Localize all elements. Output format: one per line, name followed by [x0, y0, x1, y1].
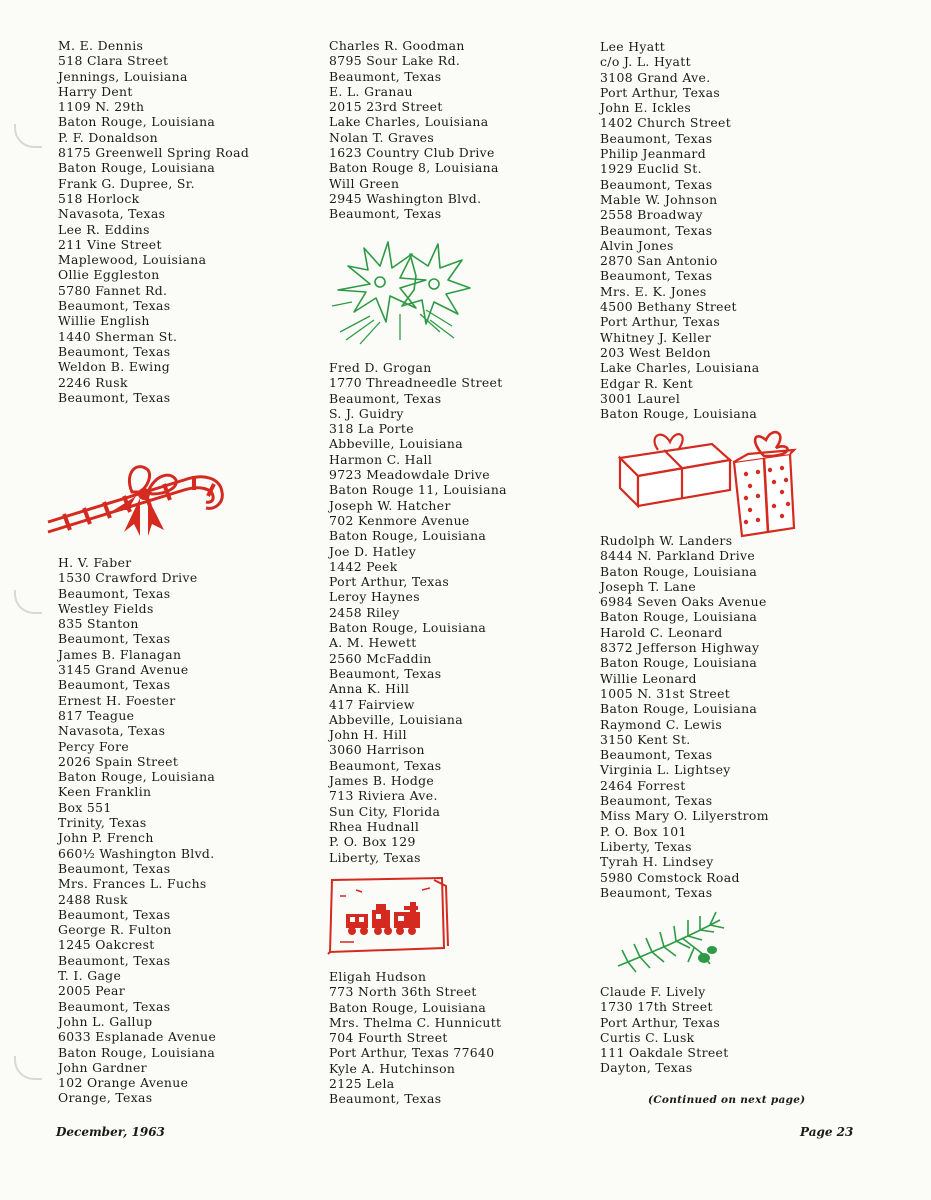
directory-entry-line: Tyrah H. Lindsey: [600, 854, 714, 870]
directory-entry-line: Baton Rouge, Louisiana: [600, 701, 758, 717]
directory-entry-line: Beaumont, Texas: [600, 176, 713, 192]
directory-entry-line: Beaumont, Texas: [600, 130, 713, 146]
directory-entry-line: P. F. Donaldson: [58, 129, 158, 145]
directory-entry-line: Leroy Haynes: [329, 589, 420, 605]
directory-entry-line: Beaumont, Texas: [58, 298, 171, 314]
directory-entry-line: Beaumont, Texas: [58, 631, 171, 647]
directory-entry-line: Lake Charles, Louisiana: [329, 114, 489, 130]
directory-entry-line: Alvin Jones: [600, 237, 674, 253]
directory-entry-line: Joseph T. Lane: [600, 578, 697, 594]
directory-entry-line: Nolan T. Graves: [329, 129, 435, 145]
directory-entry-line: Beaumont, Texas: [600, 268, 713, 284]
directory-entry-line: Maplewood, Louisiana: [58, 252, 207, 268]
directory-entry-line: Will Green: [329, 175, 400, 191]
directory-entry-line: Edgar R. Kent: [600, 375, 694, 391]
directory-entry-line: Keen Franklin: [58, 784, 152, 800]
directory-entry-line: Curtis C. Lusk: [600, 1029, 695, 1045]
directory-entry-line: 3060 Harrison: [329, 742, 425, 758]
directory-entry-line: 3145 Grand Avenue: [58, 662, 189, 678]
column-1-group-1: [58, 38, 328, 405]
directory-entry-line: Beaumont, Texas: [329, 1091, 442, 1107]
directory-entry-line: Philip Jeanmard: [600, 146, 706, 162]
gift-boxes-icon: [612, 428, 802, 544]
directory-entry-line: 5780 Fannet Rd.: [58, 282, 168, 298]
directory-entry-line: 9723 Meadowdale Drive: [329, 467, 490, 483]
directory-entry-line: Beaumont, Texas: [58, 677, 171, 693]
directory-entry-line: Baton Rouge, Louisiana: [58, 114, 216, 130]
footer-page-number: Page 23: [800, 1125, 854, 1139]
directory-entry-line: Jennings, Louisiana: [58, 68, 188, 84]
directory-entry-line: George R. Fulton: [58, 922, 172, 938]
directory-entry-line: 8795 Sour Lake Rd.: [329, 53, 461, 69]
directory-entry-line: Westley Fields: [58, 600, 154, 616]
directory-entry-line: Beaumont, Texas: [58, 585, 171, 601]
directory-entry-line: 5980 Comstock Road: [600, 869, 740, 885]
directory-entry-line: Port Arthur, Texas: [600, 1014, 721, 1030]
poinsettia-icon: [330, 236, 472, 355]
directory-entry-line: 417 Fairview: [329, 696, 415, 712]
directory-entry-line: Beaumont, Texas: [329, 757, 442, 773]
column-2-group-3: [329, 969, 599, 1107]
directory-entry-line: Claude F. Lively: [600, 984, 706, 999]
directory-entry-line: 111 Oakdale Street: [600, 1045, 729, 1061]
directory-entry-line: E. L. Granau: [329, 83, 413, 99]
directory-entry-line: Baton Rouge, Louisiana: [600, 609, 758, 625]
directory-entry-line: 1440 Sherman St.: [58, 328, 178, 344]
directory-entry-line: 1402 Church Street: [600, 115, 732, 131]
directory-entry-line: Beaumont, Texas: [600, 222, 713, 238]
pine-branch-icon: [612, 910, 727, 980]
directory-entry-line: James B. Hodge: [329, 773, 435, 789]
directory-entry-line: Beaumont, Texas: [329, 68, 442, 84]
directory-entry-line: Whitney J. Keller: [600, 329, 712, 345]
directory-entry-line: Mrs. Frances L. Fuchs: [58, 876, 207, 892]
directory-entry-line: 2464 Forrest: [600, 777, 686, 793]
directory-entry-line: Port Arthur, Texas: [329, 574, 450, 590]
directory-entry-line: Miss Mary O. Lilyerstrom: [600, 808, 769, 824]
column-2-group-2: [329, 360, 599, 865]
directory-entry-line: Ollie Eggleston: [58, 267, 160, 283]
directory-entry-line: 1929 Euclid St.: [600, 161, 702, 177]
directory-entry-line: Baton Rouge, Louisiana: [600, 406, 758, 422]
column-3-group-2: [600, 533, 870, 900]
directory-entry-line: 2558 Broadway: [600, 207, 703, 223]
directory-entry-line: 773 North 36th Street: [329, 984, 477, 1000]
directory-entry-line: Willie Leonard: [600, 670, 697, 686]
directory-entry-line: 8175 Greenwell Spring Road: [58, 145, 250, 161]
directory-entry-line: Frank G. Dupree, Sr.: [58, 175, 195, 191]
directory-entry-line: 704 Fourth Street: [329, 1030, 448, 1046]
directory-entry-line: Rhea Hudnall: [329, 818, 420, 834]
directory-entry-line: Beaumont, Texas: [329, 390, 442, 406]
directory-entry-line: Weldon B. Ewing: [58, 359, 171, 375]
directory-entry-line: Charles R. Goodman: [329, 38, 465, 53]
column-3-group-1: [600, 39, 870, 421]
directory-entry-line: Baton Rouge, Louisiana: [329, 620, 487, 636]
directory-entry-line: 318 La Porte: [329, 421, 414, 437]
directory-entry-line: Beaumont, Texas: [329, 206, 442, 222]
directory-entry-line: Beaumont, Texas: [58, 906, 171, 922]
directory-entry-line: Ernest H. Foester: [58, 692, 176, 708]
directory-entry-line: P. O. Box 129: [329, 834, 416, 850]
footer-date: December, 1963: [56, 1125, 165, 1139]
directory-entry-line: Port Arthur, Texas: [600, 314, 721, 330]
directory-entry-line: Box 551: [58, 799, 112, 815]
directory-entry-line: Sun City, Florida: [329, 803, 441, 819]
directory-entry-line: Joe D. Hatley: [329, 543, 417, 559]
directory-entry-line: 1530 Crawford Drive: [58, 570, 198, 586]
directory-entry-line: 1770 Threadneedle Street: [329, 375, 503, 391]
directory-entry-line: 702 Kenmore Avenue: [329, 512, 470, 528]
directory-entry-line: 203 West Beldon: [600, 344, 711, 360]
directory-entry-line: Mrs. Thelma C. Hunnicutt: [329, 1014, 502, 1030]
directory-entry-line: John H. Hill: [329, 727, 407, 743]
directory-entry-line: Baton Rouge, Louisiana: [58, 769, 216, 785]
directory-entry-line: 2026 Spain Street: [58, 753, 179, 769]
directory-entry-line: John E. Ickles: [600, 100, 692, 116]
directory-entry-line: Harry Dent: [58, 83, 133, 99]
directory-entry-line: Lee Hyatt: [600, 39, 666, 54]
directory-entry-line: 1623 Country Club Drive: [329, 145, 495, 161]
directory-entry-line: John L. Gallup: [58, 1013, 153, 1029]
directory-entry-line: Abbeville, Louisiana: [329, 711, 463, 727]
directory-entry-line: Abbeville, Louisiana: [329, 436, 463, 452]
directory-entry-line: 660½ Washington Blvd.: [58, 845, 215, 861]
directory-entry-line: Beaumont, Texas: [600, 793, 713, 809]
directory-entry-line: Virginia L. Lightsey: [600, 762, 731, 778]
directory-entry-line: 2458 Riley: [329, 604, 400, 620]
directory-entry-line: 3108 Grand Ave.: [600, 69, 711, 85]
directory-entry-line: S. J. Guidry: [329, 405, 404, 421]
column-3-group-3: [600, 984, 870, 1076]
column-2-group-1: [329, 38, 599, 222]
directory-entry-line: Baton Rouge, Louisiana: [600, 563, 758, 579]
directory-entry-line: c/o J. L. Hyatt: [600, 54, 691, 70]
directory-entry-line: Port Arthur, Texas: [600, 84, 721, 100]
directory-entry-line: 2125 Lela: [329, 1076, 395, 1092]
directory-entry-line: 211 Vine Street: [58, 236, 162, 252]
directory-entry-line: 1730 17th Street: [600, 999, 713, 1015]
directory-entry-line: Beaumont, Texas: [58, 389, 171, 405]
directory-entry-line: 6984 Seven Oaks Avenue: [600, 594, 767, 610]
directory-entry-line: John P. French: [58, 830, 154, 846]
directory-entry-line: Anna K. Hill: [329, 681, 410, 697]
directory-entry-line: Port Arthur, Texas 77640: [329, 1045, 495, 1061]
directory-entry-line: 4500 Bethany Street: [600, 299, 737, 315]
directory-entry-line: 2015 23rd Street: [329, 99, 443, 115]
directory-entry-line: Liberty, Texas: [329, 849, 421, 865]
directory-entry-line: H. V. Faber: [58, 555, 132, 570]
directory-entry-line: Rudolph W. Landers: [600, 533, 733, 548]
directory-entry-line: Baton Rouge 11, Louisiana: [329, 482, 507, 498]
directory-entry-line: 1245 Oakcrest: [58, 937, 155, 953]
directory-entry-line: P. O. Box 101: [600, 823, 687, 839]
directory-entry-line: Willie English: [58, 313, 150, 329]
directory-entry-line: Beaumont, Texas: [329, 665, 442, 681]
directory-entry-line: 8444 N. Parkland Drive: [600, 548, 756, 564]
directory-entry-line: Lake Charles, Louisiana: [600, 360, 760, 376]
directory-entry-line: Mable W. Johnson: [600, 191, 718, 207]
directory-entry-line: 8372 Jefferson Highway: [600, 640, 760, 656]
candy-cane-icon: [44, 440, 229, 544]
directory-entry-line: 817 Teague: [58, 707, 135, 723]
directory-entry-line: Harmon C. Hall: [329, 451, 433, 467]
directory-entry-line: Navasota, Texas: [58, 206, 166, 222]
directory-entry-line: 2560 McFaddin: [329, 650, 432, 666]
directory-entry-line: Mrs. E. K. Jones: [600, 283, 707, 299]
toy-train-card-icon: [326, 876, 450, 962]
directory-entry-line: T. I. Gage: [58, 968, 122, 984]
directory-entry-line: 3150 Kent St.: [600, 731, 691, 747]
directory-entry-line: 3001 Laurel: [600, 390, 681, 406]
directory-entry-line: 2945 Washington Blvd.: [329, 190, 482, 206]
directory-entry-line: James B. Flanagan: [58, 646, 182, 662]
directory-entry-line: M. E. Dennis: [58, 38, 144, 53]
directory-entry-line: 2488 Rusk: [58, 891, 128, 907]
directory-entry-line: A. M. Hewett: [329, 635, 417, 651]
continued-note: (Continued on next page): [648, 1094, 806, 1106]
directory-entry-line: 2870 San Antonio: [600, 253, 718, 269]
directory-entry-line: Baton Rouge, Louisiana: [329, 999, 487, 1015]
directory-entry-line: John Gardner: [58, 1059, 147, 1075]
directory-entry-line: Liberty, Texas: [600, 838, 692, 854]
directory-entry-line: 1109 N. 29th: [58, 99, 145, 115]
directory-entry-line: Baton Rouge, Louisiana: [58, 1044, 216, 1060]
directory-entry-line: 1442 Peek: [329, 558, 398, 574]
directory-entry-line: Beaumont, Texas: [600, 884, 713, 900]
directory-entry-line: Fred D. Grogan: [329, 360, 432, 375]
binder-hole-mark: [14, 1056, 42, 1080]
directory-entry-line: 713 Riviera Ave.: [329, 788, 438, 804]
directory-entry-line: Beaumont, Texas: [58, 952, 171, 968]
directory-entry-line: Baton Rouge 8, Louisiana: [329, 160, 499, 176]
directory-entry-line: Beaumont, Texas: [600, 747, 713, 763]
directory-entry-line: 518 Horlock: [58, 190, 140, 206]
directory-entry-line: Trinity, Texas: [58, 815, 147, 831]
binder-hole-mark: [14, 590, 42, 614]
directory-entry-line: 518 Clara Street: [58, 53, 169, 69]
directory-entry-line: Harold C. Leonard: [600, 624, 723, 640]
directory-entry-line: Percy Fore: [58, 738, 130, 754]
directory-entry-line: 835 Stanton: [58, 616, 139, 632]
directory-entry-line: Dayton, Texas: [600, 1060, 693, 1076]
directory-entry-line: Joseph W. Hatcher: [329, 497, 451, 513]
directory-entry-line: Kyle A. Hutchinson: [329, 1060, 456, 1076]
directory-entry-line: Orange, Texas: [58, 1090, 153, 1106]
directory-entry-line: Baton Rouge, Louisiana: [58, 160, 216, 176]
directory-entry-line: 102 Orange Avenue: [58, 1075, 189, 1091]
directory-entry-line: Lee R. Eddins: [58, 221, 150, 237]
directory-entry-line: Eligah Hudson: [329, 969, 427, 984]
column-1-group-2: [58, 555, 328, 1106]
directory-entry-line: 2246 Rusk: [58, 374, 128, 390]
directory-entry-line: Beaumont, Texas: [58, 998, 171, 1014]
directory-entry-line: Raymond C. Lewis: [600, 716, 723, 732]
directory-entry-line: 2005 Pear: [58, 983, 126, 999]
directory-entry-line: 1005 N. 31st Street: [600, 685, 731, 701]
directory-entry-line: Baton Rouge, Louisiana: [600, 655, 758, 671]
directory-entry-line: 6033 Esplanade Avenue: [58, 1029, 217, 1045]
directory-entry-line: Baton Rouge, Louisiana: [329, 528, 487, 544]
directory-entry-line: Navasota, Texas: [58, 723, 166, 739]
directory-entry-line: Beaumont, Texas: [58, 860, 171, 876]
binder-hole-mark: [14, 124, 42, 148]
directory-entry-line: Beaumont, Texas: [58, 343, 171, 359]
